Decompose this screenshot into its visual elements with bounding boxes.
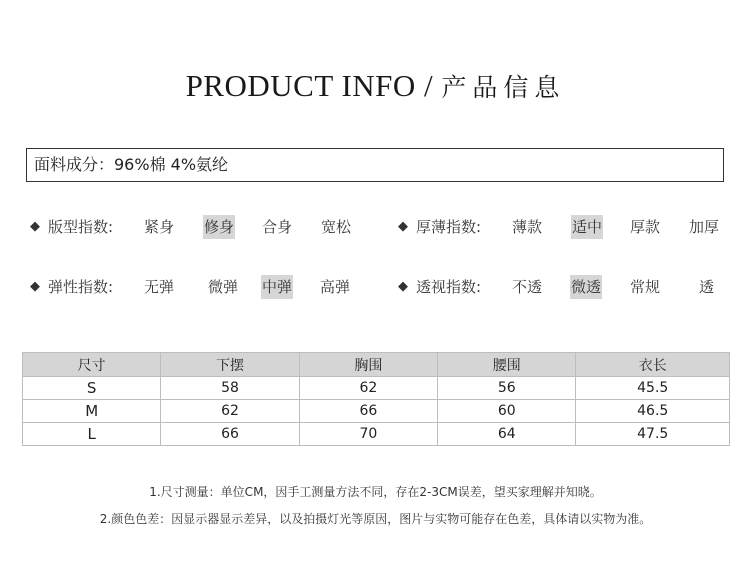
table-cell: 47.5 [576,423,730,446]
title-en: PRODUCT INFO [185,68,416,103]
header-hem: 下摆 [161,353,299,377]
diamond-bullet-icon: ◆ [30,219,40,234]
size-cell: L [23,423,161,446]
header-chest: 胸围 [299,353,437,377]
table-cell: 56 [438,377,576,400]
table-row [23,423,730,446]
elasticity-option-selected: 中弹 [261,275,293,299]
transparency-option: 透 [699,278,715,296]
thickness-option: 厚款 [630,218,661,236]
table-cell: 46.5 [576,400,730,423]
table-cell: 60 [438,400,576,423]
size-table-header [23,353,730,377]
table-cell: 62 [299,377,437,400]
thickness-index-label: 厚薄指数: [416,218,482,236]
elasticity-option: 高弹 [320,278,351,296]
elasticity-index-label: 弹性指数: [48,278,114,296]
table-row [23,377,730,400]
size-cell: M [23,400,161,423]
size-table [22,352,730,446]
elasticity-option: 无弹 [144,278,175,296]
table-cell: 66 [299,400,437,423]
diamond-bullet-icon: ◆ [398,219,408,234]
transparency-option-selected: 微透 [570,275,602,299]
thickness-option: 加厚 [689,218,720,236]
fit-index-label: 版型指数: [48,218,114,236]
measurement-note: 1.尺寸测量：单位CM，因手工测量方法不同，存在2-3CM误差，望买家理解并知晓。 [149,485,602,499]
index-row-1 [30,215,730,239]
table-cell: 58 [161,377,299,400]
fit-option: 合身 [262,218,293,236]
table-cell: 62 [161,400,299,423]
header-waist: 腰围 [438,353,576,377]
header-length: 衣长 [576,353,730,377]
transparency-option: 常规 [630,278,661,296]
diamond-bullet-icon: ◆ [30,279,40,294]
fit-option: 宽松 [321,218,352,236]
fabric-composition: 面料成分：96%棉 4%氨纶 [26,148,724,182]
fit-option-selected: 修身 [203,215,235,239]
page-title [0,68,751,104]
size-cell: S [23,377,161,400]
table-cell: 66 [161,423,299,446]
title-separator: / [424,68,434,103]
table-cell: 64 [438,423,576,446]
thickness-option-selected: 适中 [571,215,603,239]
fit-option: 紧身 [144,218,175,236]
transparency-option: 不透 [512,278,543,296]
index-row-2 [30,275,730,299]
header-size: 尺寸 [23,353,161,377]
transparency-index-label: 透视指数: [416,278,482,296]
table-row [23,400,730,423]
title-cn: 产品信息 [441,73,566,102]
color-note: 2.颜色色差：因显示器显示差异，以及拍摄灯光等原因，图片与实物可能存在色差，具体请以实物为准。 [99,512,652,526]
table-cell: 45.5 [576,377,730,400]
thickness-option: 薄款 [512,218,543,236]
diamond-bullet-icon: ◆ [398,279,408,294]
elasticity-option: 微弹 [208,278,239,296]
table-cell: 70 [299,423,437,446]
